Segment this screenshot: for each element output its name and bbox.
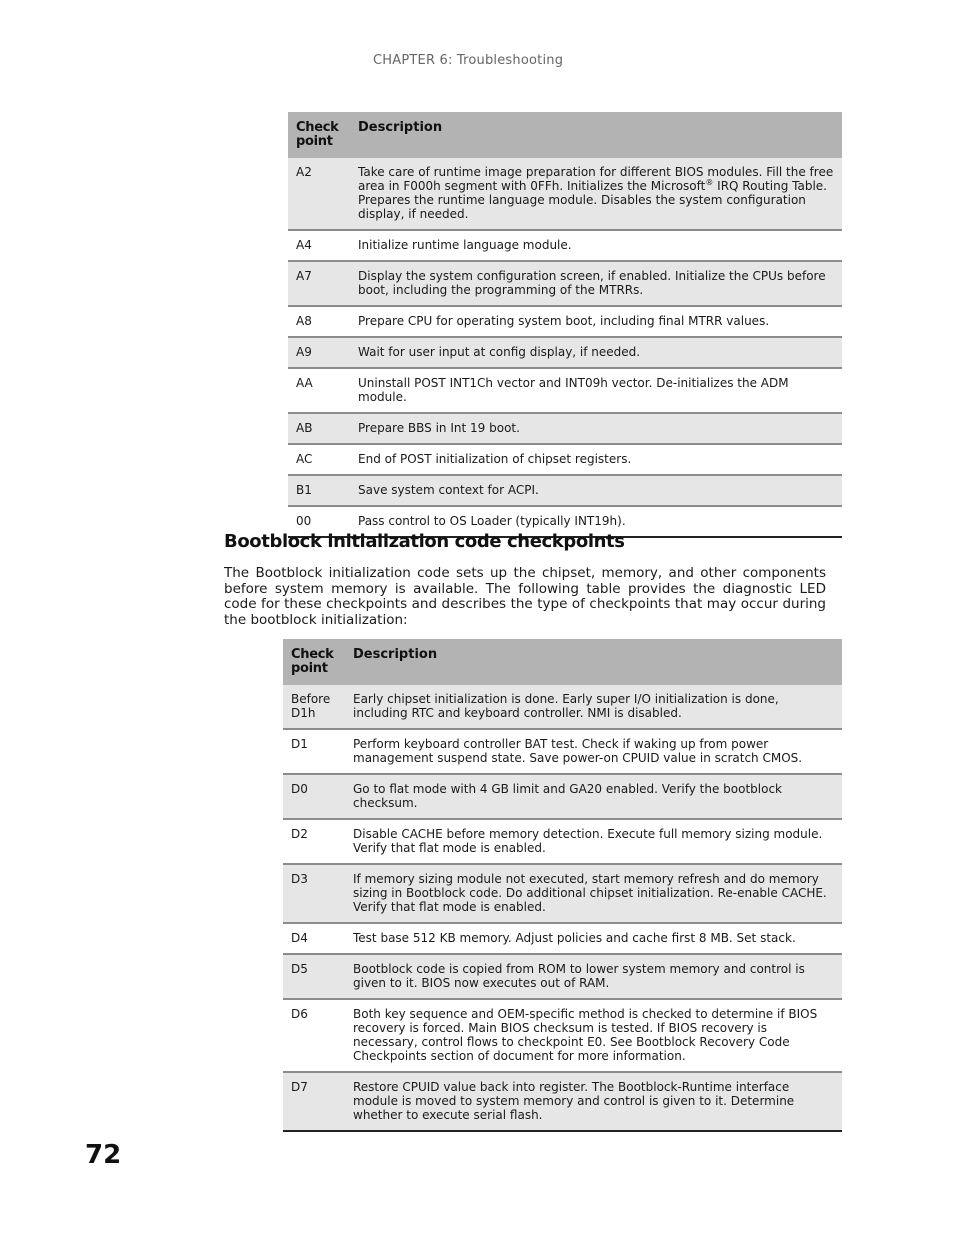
table-row: [288, 444, 842, 475]
checkpoint-code: A4: [288, 230, 350, 261]
checkpoint-code: D2: [283, 819, 345, 864]
table-row: [283, 999, 842, 1072]
checkpoint-description: Display the system configuration screen, if enabled. Initialize the CPUs before boot, including the programming of the MTRRs.: [350, 261, 842, 306]
checkpoint-code: AA: [288, 368, 350, 413]
table-row: [283, 1072, 842, 1131]
table-row: [283, 954, 842, 999]
checkpoint-description: Test base 512 KB memory. Adjust policies and cache first 8 MB. Set stack.: [345, 923, 842, 954]
table-row: [283, 685, 842, 729]
section-intro-paragraph: The Bootblock initialization code sets up the chipset, memory, and other components before system memory is available. The following table provides the diagnostic LED code for these checkpoints and describes the type of checkpoints that may occur during the bootblock initialization:: [224, 565, 826, 628]
table-row: [283, 774, 842, 819]
checkpoint-code: A8: [288, 306, 350, 337]
checkpoint-description: Save system context for ACPI.: [350, 475, 842, 506]
checkpoint-description: Bootblock code is copied from ROM to lower system memory and control is given to it. BIOS now executes out of RAM.: [345, 954, 842, 999]
checkpoint-code: D6: [283, 999, 345, 1072]
checkpoint-code: 00: [288, 506, 350, 537]
checkpoint-table-bootblock: [283, 639, 842, 1132]
table-header-row: [288, 112, 842, 158]
page-number: 72: [85, 1140, 122, 1170]
checkpoint-description: Go to flat mode with 4 GB limit and GA20 enabled. Verify the bootblock checksum.: [345, 774, 842, 819]
table-row: [283, 923, 842, 954]
checkpoint-description: Pass control to OS Loader (typically INT19h).: [350, 506, 842, 537]
table-row: [288, 306, 842, 337]
checkpoint-code: D0: [283, 774, 345, 819]
checkpoint-code: B1: [288, 475, 350, 506]
checkpoint-description: Both key sequence and OEM-specific method is checked to determine if BIOS recovery is forced. Main BIOS checksum is tested. If BIOS recovery is necessary, control flows to checkpoint E0. See Bootblock Recovery Code Checkpoints section of document for more information.: [345, 999, 842, 1072]
table-row: [283, 729, 842, 774]
checkpoint-table-runtime: [288, 112, 842, 538]
table-row: [283, 819, 842, 864]
checkpoint-description: Prepare CPU for operating system boot, including final MTRR values.: [350, 306, 842, 337]
table-row: [288, 475, 842, 506]
checkpoint-description: Initialize runtime language module.: [350, 230, 842, 261]
checkpoint-description: Take care of runtime image preparation for different BIOS modules. Fill the free area in F000h segment with 0FFh. Initializes the Microsoft® IRQ Routing Table. Prepares the runtime language module. Disables the system configuration display, if needed.: [350, 158, 842, 230]
table-row: [283, 864, 842, 923]
checkpoint-description: Prepare BBS in Int 19 boot.: [350, 413, 842, 444]
table-row: [288, 261, 842, 306]
table-row: [288, 368, 842, 413]
checkpoint-code: A7: [288, 261, 350, 306]
checkpoint-description: Early chipset initialization is done. Early super I/O initialization is done, including RTC and keyboard controller. NMI is disabled.: [345, 685, 842, 729]
table-row: [288, 413, 842, 444]
checkpoint-description: Wait for user input at config display, if needed.: [350, 337, 842, 368]
checkpoint-description: Uninstall POST INT1Ch vector and INT09h vector. De-initializes the ADM module.: [350, 368, 842, 413]
checkpoint-code: D1: [283, 729, 345, 774]
checkpoint-description: End of POST initialization of chipset registers.: [350, 444, 842, 475]
column-header-checkpoint: Check point: [288, 112, 350, 158]
checkpoint-code: AB: [288, 413, 350, 444]
column-header-description: Description: [345, 639, 842, 685]
column-header-checkpoint: Check point: [283, 639, 345, 685]
checkpoint-description: Perform keyboard controller BAT test. Check if waking up from power management suspend state. Save power-on CPUID value in scratch CMOS.: [345, 729, 842, 774]
table-row: [288, 230, 842, 261]
table-row: [288, 337, 842, 368]
column-header-description: Description: [350, 112, 842, 158]
table-row: [288, 158, 842, 230]
checkpoint-code: A2: [288, 158, 350, 230]
checkpoint-code: D5: [283, 954, 345, 999]
checkpoint-code: AC: [288, 444, 350, 475]
checkpoint-code: A9: [288, 337, 350, 368]
checkpoint-code: D7: [283, 1072, 345, 1131]
checkpoint-description: Restore CPUID value back into register. The Bootblock-Runtime interface module is moved to system memory and control is given to it. Determine whether to execute serial flash.: [345, 1072, 842, 1131]
table-header-row: [283, 639, 842, 685]
running-header: CHAPTER 6: Troubleshooting: [373, 53, 564, 68]
checkpoint-description: Disable CACHE before memory detection. Execute full memory sizing module. Verify that flat mode is enabled.: [345, 819, 842, 864]
checkpoint-code: Before D1h: [283, 685, 345, 729]
checkpoint-code: D3: [283, 864, 345, 923]
checkpoint-code: D4: [283, 923, 345, 954]
section-heading: Bootblock initialization code checkpoints: [224, 531, 625, 552]
checkpoint-description: If memory sizing module not executed, start memory refresh and do memory sizing in Bootblock code. Do additional chipset initialization. Re-enable CACHE. Verify that flat mode is enabled.: [345, 864, 842, 923]
